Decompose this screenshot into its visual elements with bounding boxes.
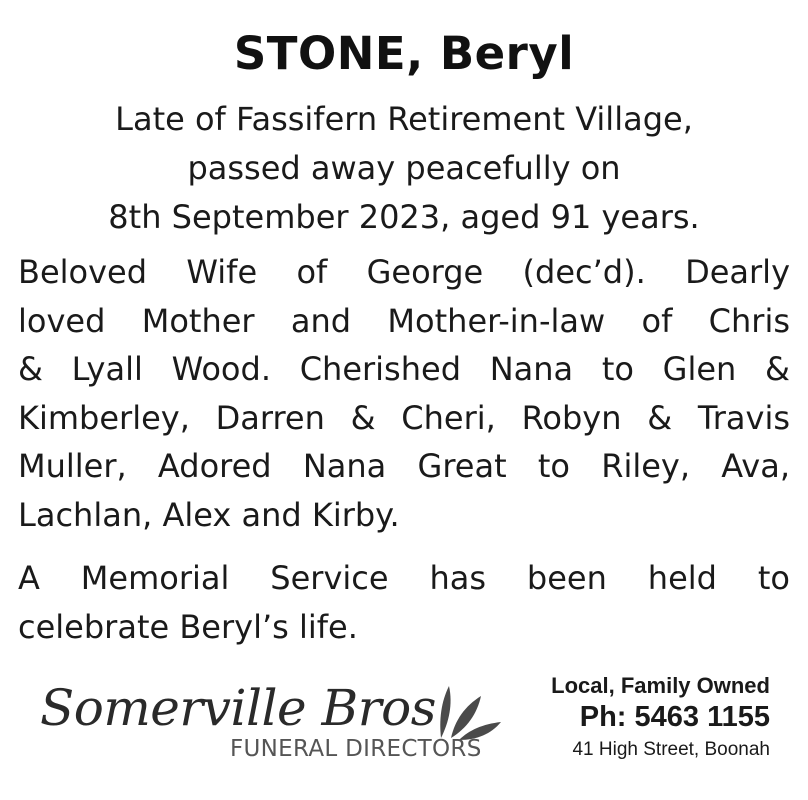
funeral-director-logo — [40, 678, 500, 768]
logo-subtitle: FUNERAL DIRECTORS — [230, 736, 482, 762]
paragraph-line: loved Mother and Mother-in-law of Chris — [18, 301, 790, 340]
paragraph-line: celebrate Beryl’s life. — [18, 607, 358, 646]
paragraph-line: Kimberley, Darren & Cheri, Robyn & Travis — [18, 398, 790, 437]
paragraph-line: Lachlan, Alex and Kirby. — [18, 495, 400, 534]
family-paragraph — [18, 248, 790, 539]
service-paragraph — [18, 554, 790, 651]
logo-name: Somerville Bros — [40, 679, 436, 737]
phone-number: Ph: 5463 1155 — [579, 701, 770, 733]
contact-block — [510, 672, 770, 764]
street-address: 41 High Street, Boonah — [572, 739, 770, 760]
leaf-sprig-icon — [435, 684, 505, 740]
paragraph-line: A Memorial Service has been held to — [18, 559, 790, 597]
intro-line: Late of Fassifern Retirement Village, — [115, 100, 693, 138]
intro-block — [20, 95, 788, 242]
intro-line: passed away peacefully on — [187, 149, 621, 187]
deceased-name: STONE, Beryl — [233, 27, 575, 80]
paragraph-line: & Lyall Wood. Cherished Nana to Glen & — [18, 350, 790, 388]
funeral-director-footer — [0, 668, 808, 778]
paragraph-line: Muller, Adored Nana Great to Riley, Ava, — [18, 447, 790, 485]
paragraph-line: Beloved Wife of George (dec’d). Dearly — [18, 253, 790, 291]
intro-line: 8th September 2023, aged 91 years. — [108, 198, 700, 236]
tagline: Local, Family Owned — [551, 673, 770, 698]
